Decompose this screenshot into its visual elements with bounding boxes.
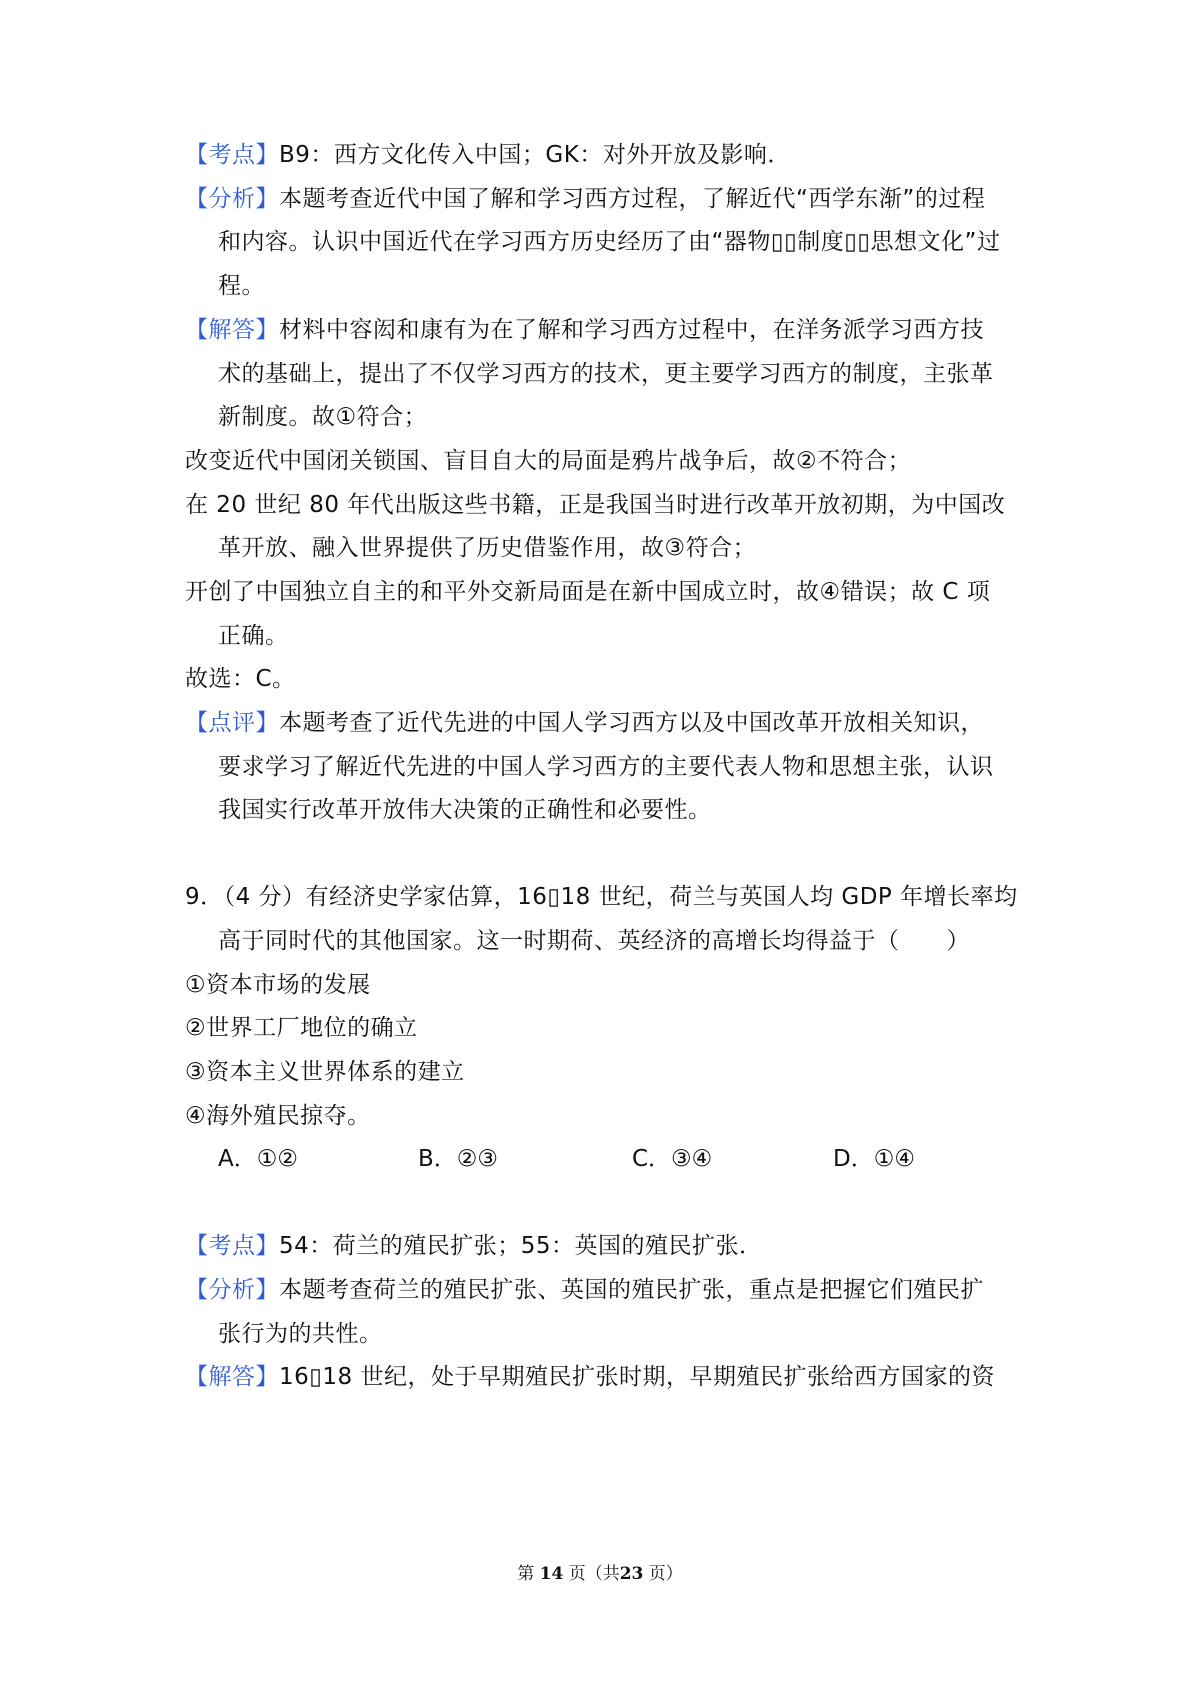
jieda-text-cont: 新制度。故①符合； bbox=[218, 404, 428, 430]
question-item: ①资本市场的发展 bbox=[185, 972, 371, 998]
option-b: B．②③ bbox=[418, 1146, 499, 1172]
kaodian-tag: 【考点】 bbox=[185, 1233, 279, 1259]
footer-middle: 页（共 bbox=[568, 1564, 620, 1584]
kaodian-text: B9：西方文化传入中国；GK：对外开放及影响． bbox=[279, 142, 791, 168]
option-a: A．①② bbox=[218, 1146, 298, 1172]
question-item: ③资本主义世界体系的建立 bbox=[185, 1059, 465, 1085]
dianping-text-cont: 我国实行改革开放伟大决策的正确性和必要性。 bbox=[218, 797, 712, 823]
answer-choice-text: 故选：C。 bbox=[185, 666, 296, 692]
q9-kaodian-text: 54：荷兰的殖民扩张；55：英国的殖民扩张． bbox=[279, 1233, 763, 1259]
body-text: 在 20 世纪 80 年代出版这些书籍，正是我国当时进行改革开放初期，为中国改 bbox=[185, 492, 1006, 518]
option-d: D．①④ bbox=[833, 1146, 915, 1172]
jieda-line bbox=[185, 315, 984, 345]
fenxi-tag: 【分析】 bbox=[185, 186, 279, 212]
question-item: ②世界工厂地位的确立 bbox=[185, 1015, 418, 1041]
option-c: C．③④ bbox=[632, 1146, 713, 1172]
q9-fenxi-text: 本题考查荷兰的殖民扩张、英国的殖民扩张，重点是把握它们殖民扩 bbox=[279, 1277, 984, 1303]
body-text: 革开放、融入世界提供了历史借鉴作用，故③符合； bbox=[218, 535, 757, 561]
fenxi-text-cont: 程。 bbox=[218, 273, 265, 299]
jieda-tag: 【解答】 bbox=[185, 317, 279, 343]
q9-fenxi-text-cont: 张行为的共性。 bbox=[218, 1321, 383, 1347]
fenxi-text-cont: 和内容。认识中国近代在学习西方历史经历了由“器物▯▯制度▯▯思想文化”过 bbox=[218, 229, 1001, 255]
kaodian-tag: 【考点】 bbox=[185, 142, 279, 168]
kaodian-line bbox=[185, 140, 791, 170]
body-text: 正确。 bbox=[218, 623, 289, 649]
dianping-text: 本题考查了近代先进的中国人学习西方以及中国改革开放相关知识， bbox=[279, 710, 984, 736]
fenxi-line bbox=[185, 184, 985, 214]
q9-kaodian-line bbox=[185, 1231, 763, 1261]
dianping-line bbox=[185, 708, 984, 738]
q9-jieda-text: 16▯18 世纪，处于早期殖民扩张时期，早期殖民扩张给西方国家的资 bbox=[279, 1364, 996, 1390]
footer-prefix: 第 bbox=[517, 1564, 535, 1584]
body-text: 开创了中国独立自主的和平外交新局面是在新中国成立时，故④错误；故 C 项 bbox=[185, 579, 991, 605]
body-text: 改变近代中国闭关锁国、盲目自大的局面是鸦片战争后，故②不符合； bbox=[185, 448, 912, 474]
jieda-text: 材料中容闳和康有为在了解和学习西方过程中，在洋务派学习西方技 bbox=[279, 317, 984, 343]
fenxi-tag: 【分析】 bbox=[185, 1277, 279, 1303]
jieda-tag: 【解答】 bbox=[185, 1364, 279, 1390]
footer-page-number: 14 bbox=[539, 1564, 564, 1584]
footer-total-pages: 23 bbox=[619, 1564, 644, 1584]
question-item: ④海外殖民掠夺。 bbox=[185, 1103, 371, 1129]
page-footer bbox=[0, 1562, 1200, 1586]
jieda-text-cont: 术的基础上，提出了不仅学习西方的技术，更主要学习西方的制度，主张革 bbox=[218, 361, 994, 387]
q9-fenxi-line bbox=[185, 1275, 984, 1305]
q9-jieda-line bbox=[185, 1362, 995, 1392]
fenxi-text: 本题考查近代中国了解和学习西方过程，了解近代“西学东渐”的过程 bbox=[279, 186, 986, 212]
footer-suffix: 页） bbox=[648, 1564, 683, 1584]
question-stem-cont: 高于同时代的其他国家。这一时期荷、英经济的高增长均得益于（ ） bbox=[218, 928, 970, 954]
dianping-text-cont: 要求学习了解近代先进的中国人学习西方的主要代表人物和思想主张，认识 bbox=[218, 754, 994, 780]
dianping-tag: 【点评】 bbox=[185, 710, 279, 736]
question-stem: 9．（4 分）有经济史学家估算，16▯18 世纪，荷兰与英国人均 GDP 年增长率均 bbox=[185, 884, 1018, 910]
